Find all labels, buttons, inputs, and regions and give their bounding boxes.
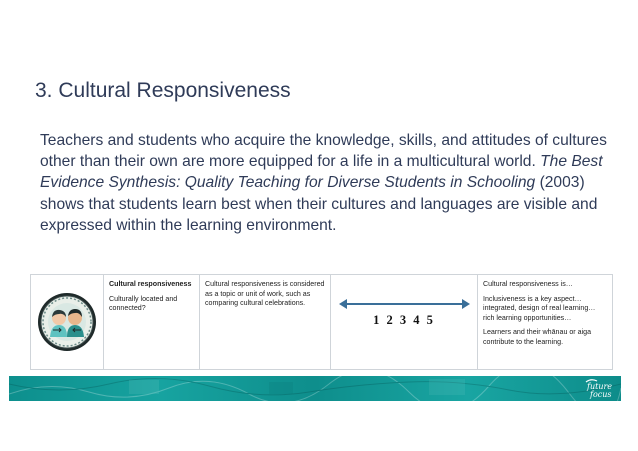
rubric-column-a	[104, 275, 200, 369]
rubric-column-b	[200, 275, 331, 369]
column-a-text: Culturally located and connected?	[109, 294, 178, 313]
footer-pattern	[9, 376, 621, 401]
slide-title: 3. Cultural Responsiveness	[35, 79, 291, 102]
rubric-column-d	[478, 275, 612, 369]
footer-banner	[9, 376, 621, 401]
svg-text:focus: focus	[590, 390, 612, 399]
rating-scale-numbers: 1 2 3 4 5	[373, 313, 435, 327]
paragraph-text-end: (2003) shows that students learn best when their cultures and languages are visible and expressed within the learning environment.	[40, 174, 598, 234]
column-d-text-1: Inclusiveness is a key aspect… integrated, design of real learning… rich learning opportunities…	[483, 294, 596, 322]
svg-text:future: future	[587, 382, 613, 391]
column-a-heading: Cultural responsiveness	[109, 280, 192, 288]
rubric-table	[30, 274, 613, 370]
future-focus-logo	[583, 377, 615, 401]
column-d-heading: Cultural responsiveness is…	[483, 280, 573, 288]
column-d-text-2: Learners and their whānau or aiga contribute to the learning.	[483, 328, 592, 346]
paragraph-italic-title: The Best Evidence Synthesis: Quality Teaching for Diverse Students in Schooling	[40, 153, 603, 192]
rating-scale-cell	[331, 275, 478, 369]
double-arrow-icon	[339, 298, 470, 310]
paragraph-text-start: Teachers and students who acquire the knowledge, skills, and attitudes of cultures other than their own are more equipped for a life in a multicultural world.	[40, 132, 607, 171]
column-b-text: Cultural responsiveness is considered as a topic or unit of work, such as comparing cultural celebrations.	[205, 280, 325, 308]
logo-cell	[31, 275, 104, 369]
cultural-responsiveness-icon	[37, 292, 97, 352]
body-paragraph	[40, 130, 615, 236]
